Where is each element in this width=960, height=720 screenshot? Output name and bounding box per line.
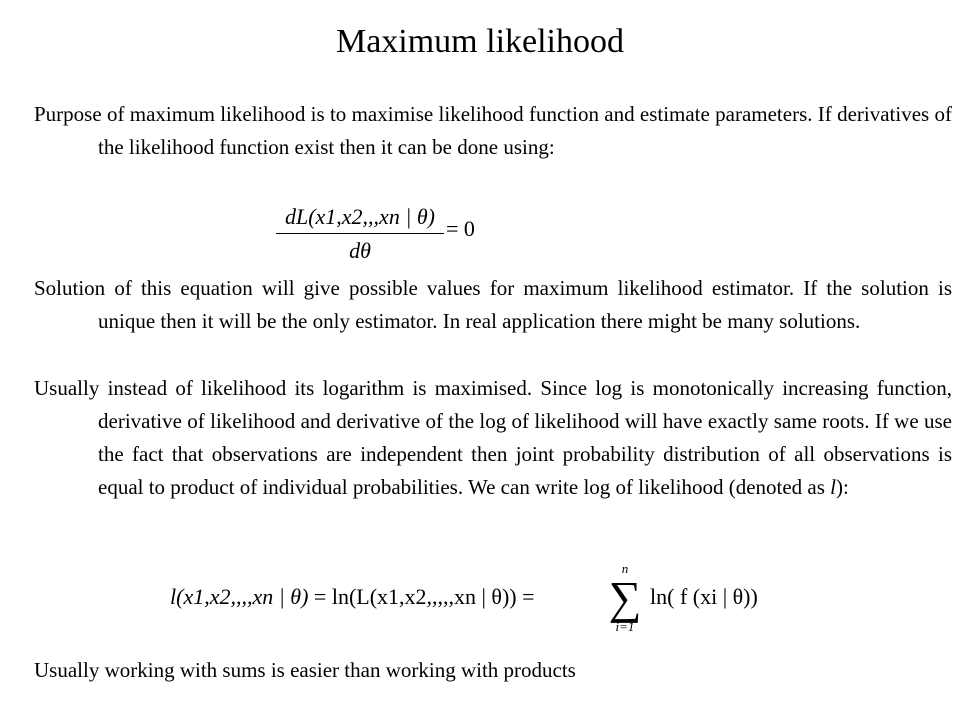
fraction-bar xyxy=(276,233,444,234)
paragraph-logarithm-end: ): xyxy=(836,475,849,499)
summation-symbol xyxy=(606,562,644,634)
log-likelihood-lhs: l(x1,x2,,,,xn | θ) xyxy=(170,584,309,609)
paragraph-purpose: Purpose of maximum likelihood is to maximise likelihood function and estimate parameters. If derivatives of the likelihood function exist then it can be done using: xyxy=(34,102,952,159)
paragraph-logarithm-text: Usually instead of likelihood its logarithm is maximised. Since log is monotonically increasing function, derivative of likelihood and derivative of the log of likelihood will have exactly same roots. If we use the fact that observations are independent then joint probability distribution of all observations is equal to product of individual probabilities. We can write log of likelihood (denoted as xyxy=(34,376,952,499)
sigma-icon: ∑ xyxy=(608,572,642,623)
log-likelihood-middle: = ln(L(x1,x2,,,,,xn | θ)) = xyxy=(313,584,535,609)
sum-upper-limit: n xyxy=(621,561,629,576)
paragraph-solution: Solution of this equation will give possible values for maximum likelihood estimator. If the solution is unique then it will be the only estimator. In real application there might be many solutions. xyxy=(34,276,952,333)
log-likelihood-summand: ln( f (xi | θ)) xyxy=(650,584,758,609)
log-likelihood-symbol: l xyxy=(830,475,837,499)
paragraph-sums: Usually working with sums is easier than working with products xyxy=(34,658,576,682)
sum-lower-limit: i=1 xyxy=(615,619,635,634)
page-title: Maximum likelihood xyxy=(335,23,625,60)
derivative-numerator: dL(x1,x2,,,xn | θ) xyxy=(284,204,436,229)
log-likelihood-equation xyxy=(170,584,535,610)
paragraph-logarithm xyxy=(34,372,952,504)
derivative-denominator: dθ xyxy=(349,238,371,263)
derivative-equation xyxy=(276,202,444,266)
derivative-equals-zero: = 0 xyxy=(446,216,475,241)
